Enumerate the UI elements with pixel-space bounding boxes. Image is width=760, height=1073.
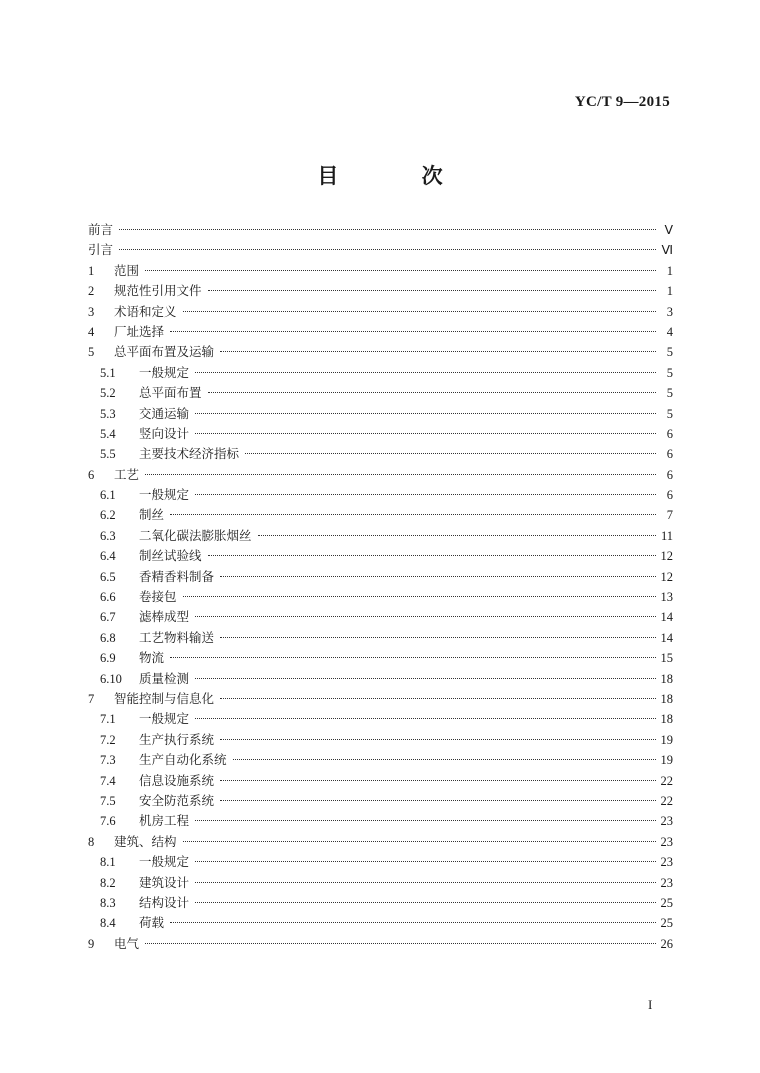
dot-leader <box>220 768 656 781</box>
dot-leader <box>258 523 656 536</box>
dot-leader <box>195 666 656 679</box>
toc-entry-page: 5 <box>666 365 673 380</box>
page-title: 目 次 <box>317 164 481 188</box>
dot-leader <box>195 604 656 617</box>
toc-entry-title: 引言 <box>88 242 114 258</box>
document-code: YC/T 9—2015 <box>574 94 670 110</box>
dot-leader <box>220 686 656 699</box>
toc-entry-title: 质量检测 <box>139 670 190 686</box>
toc-entry-page: 5 <box>666 345 673 360</box>
toc-entry-page: 7 <box>666 508 673 523</box>
dot-leader <box>119 237 656 250</box>
toc-entry-page: Ⅵ <box>661 243 673 258</box>
toc-entry-number: 5 <box>88 345 95 360</box>
toc-entry-number: 8.4 <box>100 916 116 931</box>
toc-entry-page: 26 <box>660 936 673 951</box>
toc-entry-title: 物流 <box>139 650 165 666</box>
toc-entry-page: 6 <box>666 467 673 482</box>
dot-leader <box>195 706 656 719</box>
toc-entry-page: Ⅴ <box>664 223 673 237</box>
toc-entry-page: 14 <box>660 630 673 645</box>
dot-leader <box>220 564 656 577</box>
toc-entry-number: 7 <box>88 691 95 706</box>
table-of-contents <box>88 220 673 954</box>
toc-entry-number: 5.1 <box>100 365 116 380</box>
toc-entry-page: 14 <box>660 610 673 625</box>
dot-leader <box>183 584 656 597</box>
dot-leader <box>208 543 656 556</box>
toc-entry-number: 2 <box>88 284 95 299</box>
toc-entry-page: 12 <box>660 569 673 584</box>
toc-entry-page: 22 <box>660 793 673 808</box>
toc-entry-title: 卷接包 <box>139 589 177 605</box>
toc-entry-page: 4 <box>666 324 673 339</box>
toc-entry-number: 6.4 <box>100 549 116 564</box>
toc-entry-page: 19 <box>660 732 673 747</box>
toc-entry-number: 6.5 <box>100 569 116 584</box>
dot-leader <box>195 849 656 862</box>
toc-entry-title: 智能控制与信息化 <box>114 690 215 706</box>
toc-entry-title: 竖向设计 <box>139 425 190 441</box>
toc-entry[interactable] <box>88 934 673 954</box>
toc-entry-number: 3 <box>88 304 95 319</box>
dot-leader <box>220 788 656 801</box>
toc-entry-title: 机房工程 <box>139 813 190 829</box>
toc-entry-title: 总平面布置及运输 <box>114 344 215 360</box>
toc-entry-title: 生产自动化系统 <box>139 752 227 768</box>
toc-entry-title: 规范性引用文件 <box>114 283 202 299</box>
dot-leader <box>145 462 656 475</box>
toc-entry-number: 7.6 <box>100 814 116 829</box>
toc-entry-page: 18 <box>660 671 673 686</box>
toc-entry-title: 厂址选择 <box>114 323 165 339</box>
toc-entry-title: 生产执行系统 <box>139 731 215 747</box>
toc-entry-title: 主要技术经济指标 <box>139 446 240 462</box>
toc-entry-page: 6 <box>666 447 673 462</box>
toc-entry-page: 23 <box>660 814 673 829</box>
toc-entry-number: 1 <box>88 263 95 278</box>
toc-entry-page: 5 <box>666 386 673 401</box>
dot-leader <box>195 401 656 414</box>
dot-leader <box>145 258 656 271</box>
toc-entry-page: 6 <box>666 488 673 503</box>
toc-entry-title: 一般规定 <box>139 487 190 503</box>
toc-entry-title: 一般规定 <box>139 854 190 870</box>
toc-entry-page: 25 <box>660 895 673 910</box>
toc-entry-title: 范围 <box>114 262 140 278</box>
toc-entry-number: 6.3 <box>100 528 116 543</box>
toc-entry-number: 8.3 <box>100 895 116 910</box>
toc-entry-page: 23 <box>660 834 673 849</box>
toc-entry-page: 22 <box>660 773 673 788</box>
toc-entry-page: 6 <box>666 426 673 441</box>
dot-leader <box>220 339 656 352</box>
dot-leader <box>183 299 656 312</box>
toc-entry-title: 总平面布置 <box>139 385 202 401</box>
toc-entry-page: 12 <box>660 549 673 564</box>
toc-entry-number: 6.2 <box>100 508 116 523</box>
toc-entry-page: 11 <box>660 528 673 543</box>
toc-entry-title: 前言 <box>88 222 114 237</box>
dot-leader <box>145 931 656 944</box>
toc-entry-number: 5.4 <box>100 426 116 441</box>
toc-entry-number: 7.4 <box>100 773 116 788</box>
toc-entry-number: 6.7 <box>100 610 116 625</box>
dot-leader <box>195 421 656 434</box>
toc-entry-title: 一般规定 <box>139 364 190 380</box>
toc-entry-page: 18 <box>660 712 673 727</box>
toc-entry-number: 4 <box>88 324 95 339</box>
toc-entry-title: 荷载 <box>139 915 165 931</box>
dot-leader <box>170 910 656 923</box>
toc-entry-page: 15 <box>660 651 673 666</box>
toc-entry-number: 9 <box>88 936 95 951</box>
toc-entry-title: 滤棒成型 <box>139 609 190 625</box>
toc-entry-number: 8.2 <box>100 875 116 890</box>
toc-entry-page: 18 <box>660 691 673 706</box>
toc-entry-number: 8.1 <box>100 855 116 870</box>
toc-entry-number: 7.5 <box>100 793 116 808</box>
toc-entry-page: 23 <box>660 855 673 870</box>
dot-leader <box>183 829 656 842</box>
toc-entry-number: 6.9 <box>100 651 116 666</box>
toc-entry-title: 工艺物料输送 <box>139 629 215 645</box>
dot-leader <box>195 360 656 373</box>
toc-entry-number: 6 <box>88 467 95 482</box>
toc-entry-title: 电气 <box>114 935 140 951</box>
toc-entry-number: 7.2 <box>100 732 116 747</box>
toc-entry-number: 7.1 <box>100 712 116 727</box>
toc-entry-number: 5.2 <box>100 386 116 401</box>
dot-leader <box>220 625 656 638</box>
toc-entry-page: 5 <box>666 406 673 421</box>
toc-entry-number: 5.5 <box>100 447 116 462</box>
dot-leader <box>170 319 656 332</box>
toc-entry-page: 25 <box>660 916 673 931</box>
toc-entry-title: 工艺 <box>114 466 140 482</box>
dot-leader <box>170 645 656 658</box>
dot-leader <box>119 217 656 230</box>
dot-leader <box>195 808 656 821</box>
toc-entry-title: 香精香料制备 <box>139 568 215 584</box>
toc-entry-title: 术语和定义 <box>114 303 177 319</box>
toc-entry-title: 交通运输 <box>139 405 190 421</box>
dot-leader <box>220 727 656 740</box>
toc-entry-title: 建筑设计 <box>139 874 190 890</box>
dot-leader <box>245 441 656 454</box>
toc-entry-number: 6.10 <box>100 671 122 686</box>
toc-entry-number: 6.6 <box>100 590 116 605</box>
dot-leader <box>195 890 656 903</box>
toc-entry-page: 3 <box>666 304 673 319</box>
toc-entry-title: 安全防范系统 <box>139 792 215 808</box>
toc-entry-page: 19 <box>660 753 673 768</box>
toc-entry-number: 6.1 <box>100 488 116 503</box>
toc-entry-page: 1 <box>666 284 673 299</box>
toc-entry-title: 一般规定 <box>139 711 190 727</box>
toc-entry-title: 制丝 <box>139 507 165 523</box>
toc-entry-title: 建筑、结构 <box>114 833 177 849</box>
dot-leader <box>195 870 656 883</box>
toc-entry-page: 23 <box>660 875 673 890</box>
toc-entry-page: 13 <box>660 590 673 605</box>
toc-entry-number: 8 <box>88 834 95 849</box>
toc-entry-title: 结构设计 <box>139 894 190 910</box>
toc-entry-number: 6.8 <box>100 630 116 645</box>
dot-leader <box>170 502 656 515</box>
dot-leader <box>233 747 656 760</box>
dot-leader <box>208 278 656 291</box>
toc-entry-page: 1 <box>666 263 673 278</box>
dot-leader <box>195 482 656 495</box>
page-number: I <box>648 997 653 1012</box>
toc-entry-title: 二氧化碳法膨胀烟丝 <box>139 527 252 543</box>
dot-leader <box>208 380 656 393</box>
toc-entry-number: 5.3 <box>100 406 116 421</box>
toc-entry-title: 制丝试验线 <box>139 548 202 564</box>
toc-entry-number: 7.3 <box>100 753 116 768</box>
toc-entry-title: 信息设施系统 <box>139 772 215 788</box>
